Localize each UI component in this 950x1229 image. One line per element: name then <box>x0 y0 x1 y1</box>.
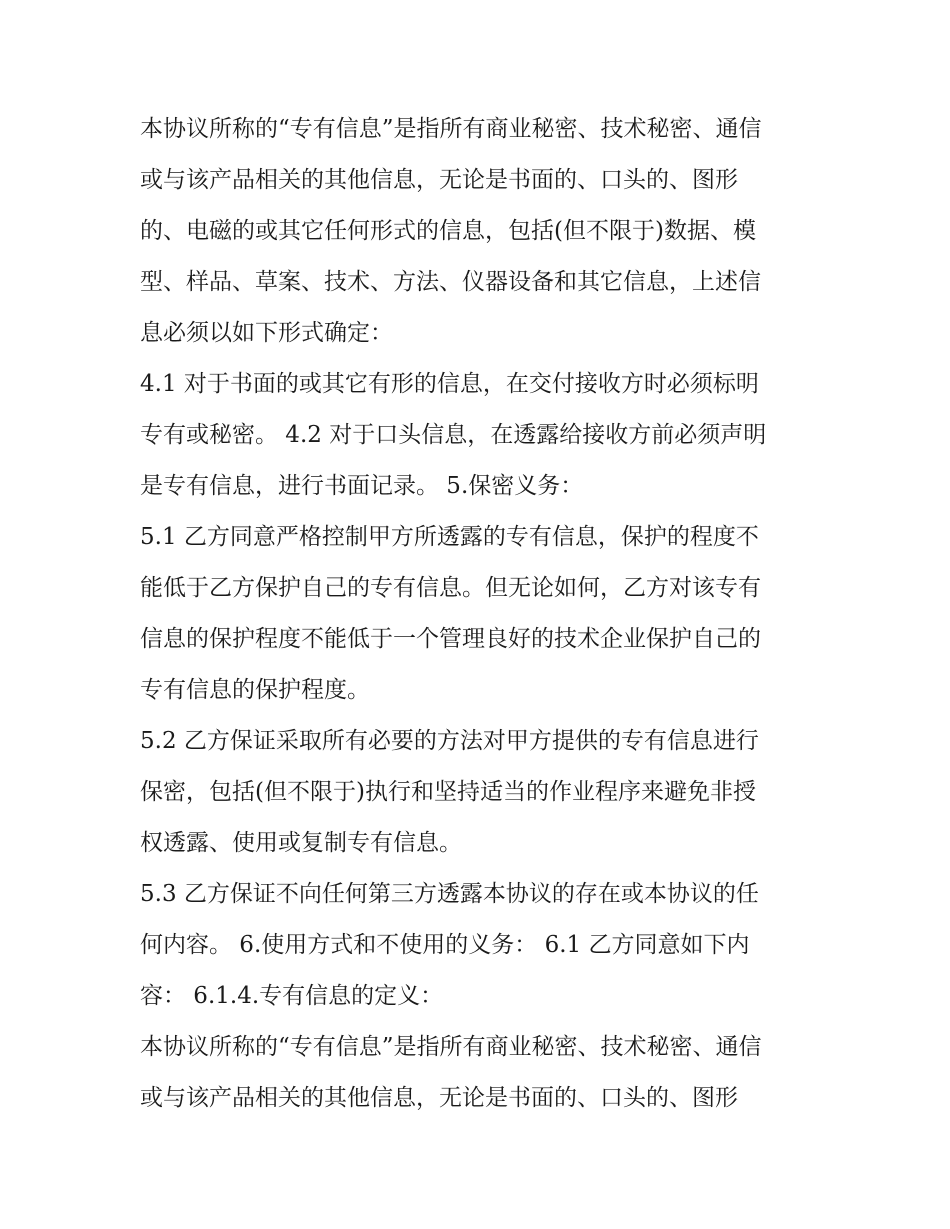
text-line: 5.3 乙方保证不向任何第三方透露本协议的存在或本协议的任 <box>140 881 759 907</box>
text-line: 息必须以如下形式确定： <box>140 320 393 346</box>
text-line: 或与该产品相关的其他信息，无论是书面的、口头的、图形 <box>140 1085 738 1111</box>
text-line: 本协议所称的“专有信息”是指所有商业秘密、技术秘密、通信 <box>140 116 762 142</box>
text-line: 能低于乙方保护自己的专有信息。但无论如何，乙方对该专有 <box>140 575 761 601</box>
text-line: 专有或秘密。 4.2 对于口头信息，在透露给接收方前必须声明 <box>140 422 767 448</box>
document-body <box>140 104 830 1124</box>
text-line: 是专有信息，进行书面记录。 5.保密义务： <box>140 473 584 499</box>
text-line: 型、样品、草案、技术、方法、仪器设备和其它信息，上述信 <box>140 269 761 295</box>
text-line: 的、电磁的或其它任何形式的信息，包括(但不限于)数据、模 <box>140 218 756 244</box>
text-line: 保密，包括(但不限于)执行和坚持适当的作业程序来避免非授 <box>140 779 756 805</box>
text-line: 容： 6.1.4.专有信息的定义： <box>140 983 444 1009</box>
text-line: 专有信息的保护程度。 <box>140 677 370 703</box>
text-line: 5.2 乙方保证采取所有必要的方法对甲方提供的专有信息进行 <box>140 728 759 754</box>
text-line: 4.1 对于书面的或其它有形的信息，在交付接收方时必须标明 <box>140 371 759 397</box>
text-line: 何内容。 6.使用方式和不使用的义务： 6.1 乙方同意如下内 <box>140 932 750 958</box>
text-line: 或与该产品相关的其他信息，无论是书面的、口头的、图形 <box>140 167 738 193</box>
text-line: 信息的保护程度不能低于一个管理良好的技术企业保护自己的 <box>140 626 761 652</box>
text-line: 5.1 乙方同意严格控制甲方所透露的专有信息，保护的程度不 <box>140 524 759 550</box>
text-line: 本协议所称的“专有信息”是指所有商业秘密、技术秘密、通信 <box>140 1034 762 1060</box>
text-line: 权透露、使用或复制专有信息。 <box>140 830 462 856</box>
